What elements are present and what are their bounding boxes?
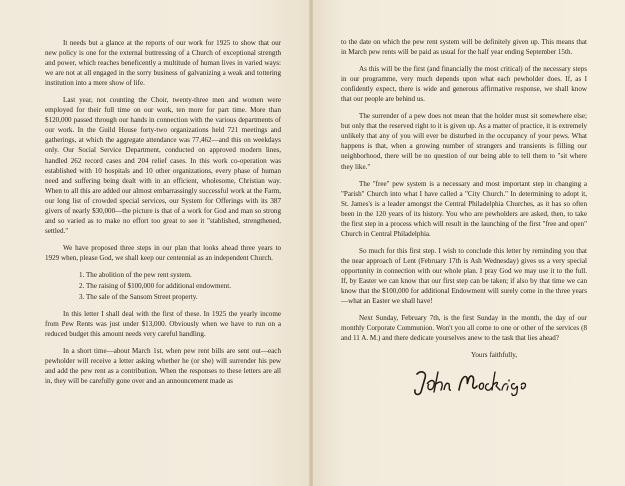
paragraph: In a short time—about March 1st, when pew rent bills are sent out—each pewholder will receive a letter asking whether he (or she) will surrender his pew and add the pew rent as a contribution. When the responses to these letters are all in, they will be carefully gone over and an announcement made as [45, 347, 281, 386]
list-item: 3. The sale of the Sansom Street property. [79, 293, 198, 302]
paragraph: The "free" pew system is a necessary and most important step in changing a "Parish" Church into what I have called a "City Church." In determining to adopt it, St. James's is a leader amongst the Central Philadelphia Churches, as it has so often been in the 120 years of its history. You who are pewholders are asked, then, to take the first step in a process which will result in the launching of the first "free and open" Church in Central Philadelphia. [341, 179, 587, 238]
right-page [313, 0, 625, 486]
paragraph: The surrender of a pew does not mean that the holder must sit somewhere else; but only that the reserved right to it is given up. As a matter of practice, it is extremely unlikely that any of you will ever be disturbed in the occupancy of your pews. What happens is that, when a growing number of strangers and transients is filling our neighborhood, there will be no question of our being able to tell them to "sit where they like." [341, 112, 587, 171]
handwritten-signature [411, 366, 531, 398]
left-column [45, 38, 281, 393]
right-column [341, 37, 587, 398]
steps-list [45, 270, 281, 302]
left-page [0, 0, 310, 486]
paragraph: It needs but a glance at the reports of our work for 1925 to show that our new policy is one for the external buttressing of a Church of exceptional strength and power, which reaches beneficently a multitude of human lives in varied ways: we are not at all engaged in the sorry business of galvanizing a weak and tottering institution into a mere show of life. [45, 39, 281, 88]
paragraph: to the date on which the pew rent system will be definitely given up. This means that in March pew rents will be paid as usual for the half year ending September 15th. [341, 38, 587, 57]
list-item: 1. The abolition of the pew rent system. [79, 270, 192, 279]
paragraph: So much for this first step. I wish to conclude this letter by reminding you that the near approach of Lent (February 17th is Ash Wednesday) gives us a very special opportunity in connection with our whole plan. I pray God we may use it to the full. If, by Easter we can know that our first step can be taken; if also by that time we can know that the $100,000 for additional Endowment will surely come in the three years—what an Easter we shall have! [341, 246, 587, 306]
paragraph: Next Sunday, February 7th, is the first Sunday in the month, the day of our monthly Corporate Communion. Won't you all come to one or other of the services (8 and 11 A. M.) and there dedicate yourselves anew to the task that lies ahead? [341, 314, 587, 343]
closing: Yours faithfully, [470, 351, 518, 360]
list-item: 2. The raising of $100,000 for additional endowment. [79, 282, 231, 291]
paragraph: We have proposed three steps in our plan that looks ahead three years to 1929 when, please God, we shall keep our centennial as an independent Church. [45, 243, 281, 262]
paragraph: In this letter I shall deal with the first of these. In 1925 the yearly income from Pew Rents was just under $13,000. Obviously when we have to run on a reduced budget this amount needs very careful handling. [45, 310, 281, 339]
paragraph: As this will be the first (and financially the most critical) of the necessary steps in our programme, very much depends upon what each pewholder does. If, as I confidently expect, there is wide and generous affirmative response, we shall know that our people are behind us. [341, 65, 587, 104]
paragraph: Last year, not counting the Choir, twenty-three men and women were employed for their full time on our work, ten more for part time. More than $120,000 passed through our hands in connection with the various departments of our work. In the Guild House forty-two organizations held 721 meetings and gatherings, at which the aggregate attendance was 77,462—and this on weekdays only. Our Social Service Department, conducted on approved modern lines, handled 262 record cases and 204 relief cases. In this work co-operation was established with 10 hospitals and 10 other organizations, every phase of human need and suffering being dealt with in an efficient, wholesome, Christian way. When to all this are added our almost embarrassingly successful work at the Farm, our long list of crowded special services, our System for Offerings with its 387 givers of nearly $30,000—the picture is that of a work for God and man so strong and so varied as to make no effort too great to see it "stablished, strengthened, settled." [45, 96, 281, 235]
